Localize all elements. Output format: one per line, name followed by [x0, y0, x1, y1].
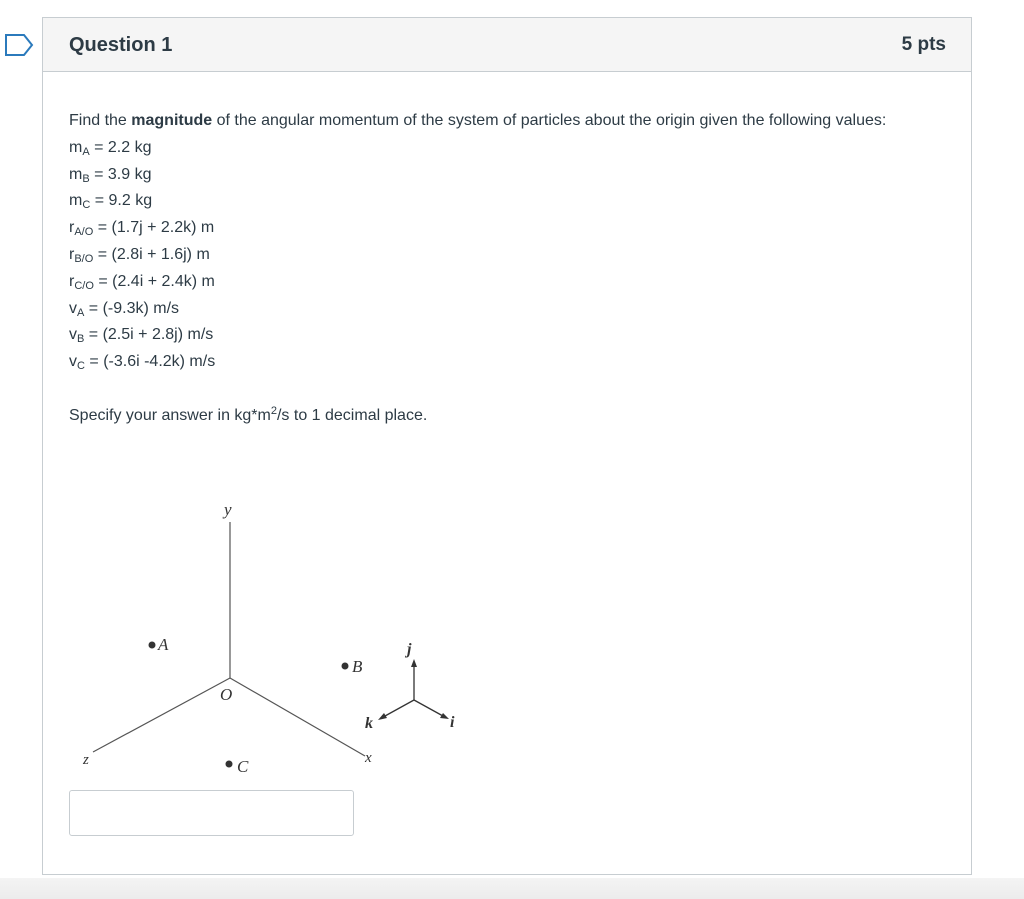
- particle-c-label: C: [237, 757, 249, 776]
- value-line: $v_C = (-3.6i$ -4.2k) m/s: [69, 353, 216, 373]
- footer-shadow: [0, 878, 1024, 899]
- particle-a-label: A: [158, 635, 169, 654]
- question-intro: Find the magnitude of the angular momentum of the system of particles about the origin given the following values:: [69, 112, 887, 129]
- particle-b-dot: [342, 663, 349, 670]
- answer-instructions: Specify your answer in $kg*m^2/s$ to 1 decimal place.: [69, 404, 428, 424]
- value-line: $m_B = 3.9$ kg: [69, 165, 152, 185]
- value-line: $m_C = 9.2$ kg: [69, 192, 153, 212]
- unit-k-label: k: [365, 715, 373, 732]
- emphasis-magnitude: magnitude: [131, 112, 213, 129]
- particle-diagram: [69, 482, 469, 782]
- x-axis-line: [230, 678, 365, 756]
- answer-input[interactable]: [69, 790, 354, 836]
- value-line: $r_{B/O} = (2.8i + 1.6j)$ m: [69, 245, 210, 265]
- particle-c-dot: [226, 761, 233, 768]
- value-line: $r_{C/O} = (2.4i + 2.4k)$ m: [69, 272, 215, 292]
- unit-j-label: j: [407, 641, 412, 658]
- bookmark-flag-icon[interactable]: [4, 33, 34, 57]
- particle-b-label: B: [352, 657, 363, 676]
- question-body: [69, 108, 939, 430]
- question-title: Question 1: [69, 34, 173, 56]
- origin-label: O: [220, 685, 233, 704]
- question-header: [43, 18, 971, 72]
- axis-y-label: y: [224, 500, 232, 519]
- z-axis-line: [93, 678, 233, 752]
- axis-x-label: x: [365, 750, 372, 766]
- particle-a-dot: [149, 642, 156, 649]
- unit-k-arrow: [385, 700, 414, 716]
- value-line: $v_A = (-9.3k)$ m/s: [69, 299, 180, 319]
- unit-i-arrow: [414, 700, 443, 716]
- unit-i-label: i: [450, 714, 455, 731]
- axis-z-label: z: [83, 752, 89, 768]
- question-card: [42, 17, 972, 875]
- question-points: 5 pts: [901, 34, 946, 55]
- value-line: $r_{A/O} = (1.7j + 2.2k)$ m: [69, 219, 215, 239]
- value-line: $v_B = (2.5i + 2.8j)$ m/s: [69, 326, 214, 346]
- value-line: $m_A = 2.2$ kg: [69, 138, 152, 158]
